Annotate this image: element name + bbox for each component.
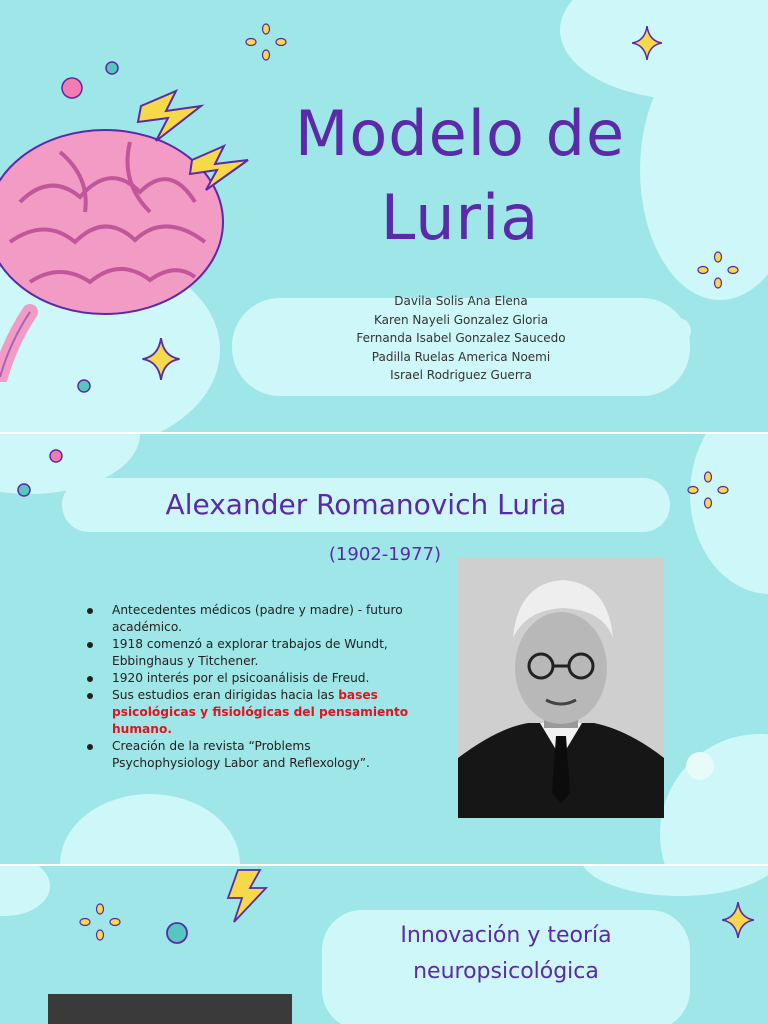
author-name: Israel Rodriguez Guerra bbox=[390, 368, 532, 382]
author-name: Fernanda Isabel Gonzalez Saucedo bbox=[356, 331, 566, 345]
author-name: Karen Nayeli Gonzalez Gloria bbox=[373, 312, 549, 327]
bubble-icon bbox=[16, 482, 32, 498]
flower-dots-icon bbox=[78, 902, 122, 942]
sparkle-icon bbox=[722, 902, 754, 938]
decor-dot bbox=[686, 752, 714, 780]
list-item: Antecedentes médicos (padre y madre) - futuro académico. bbox=[84, 602, 414, 636]
title-line: Innovación y teoría bbox=[400, 923, 612, 948]
decor-blob bbox=[580, 866, 768, 896]
author-name: Davila Solis Ana Elena bbox=[394, 294, 528, 308]
slide-title bbox=[0, 0, 768, 432]
photo bbox=[48, 994, 292, 1024]
highlighted-text: bases psicológicas y fisiológicas del pensamiento humano. bbox=[112, 688, 409, 736]
portrait-photo bbox=[458, 558, 664, 818]
title-line: Luria bbox=[380, 181, 540, 254]
author-name: Padilla Ruelas America Noemi bbox=[371, 349, 551, 364]
portrait-image bbox=[458, 558, 664, 818]
lightning-icon bbox=[224, 868, 268, 924]
decor-blob bbox=[690, 434, 768, 594]
list-item: 1918 comenzó a explorar trabajos de Wundt, Ebbinghaus y Titchener. bbox=[84, 636, 414, 670]
section-title: Alexander Romanovich Luria bbox=[165, 488, 567, 521]
bubble-icon bbox=[60, 76, 84, 100]
lightning-icon bbox=[136, 86, 206, 146]
bubble-icon bbox=[164, 920, 190, 946]
flower-dots-icon bbox=[696, 250, 740, 290]
bullet-list bbox=[84, 602, 414, 772]
title-line: Modelo de bbox=[294, 97, 626, 170]
flower-dots-icon bbox=[244, 22, 288, 62]
flower-dots-icon bbox=[686, 470, 730, 510]
bubble-icon bbox=[76, 378, 92, 394]
title-line: neuropsicológica bbox=[413, 959, 599, 984]
section-title bbox=[322, 918, 690, 990]
list-item-text: Sus estudios eran dirigidas hacia las bbox=[112, 688, 339, 702]
sparkle-icon bbox=[142, 338, 180, 380]
slide-biography bbox=[0, 434, 768, 864]
bubble-icon bbox=[104, 60, 120, 76]
bubble-icon bbox=[48, 448, 64, 464]
decor-blob bbox=[0, 866, 50, 916]
authors-list bbox=[232, 292, 690, 385]
decor-blob bbox=[660, 734, 768, 864]
sparkle-icon bbox=[632, 26, 662, 60]
page-title bbox=[250, 92, 670, 260]
decor-blob bbox=[60, 794, 240, 864]
lightning-icon bbox=[188, 142, 252, 194]
list-item: Creación de la revista “Problems Psychophysiology Labor and Reflexology”. bbox=[84, 738, 414, 772]
life-dates: (1902-1977) bbox=[328, 544, 442, 565]
list-item: 1920 interés por el psicoanálisis de Freud. bbox=[84, 670, 414, 687]
slide-innovation bbox=[0, 866, 768, 1024]
list-item bbox=[84, 687, 414, 738]
